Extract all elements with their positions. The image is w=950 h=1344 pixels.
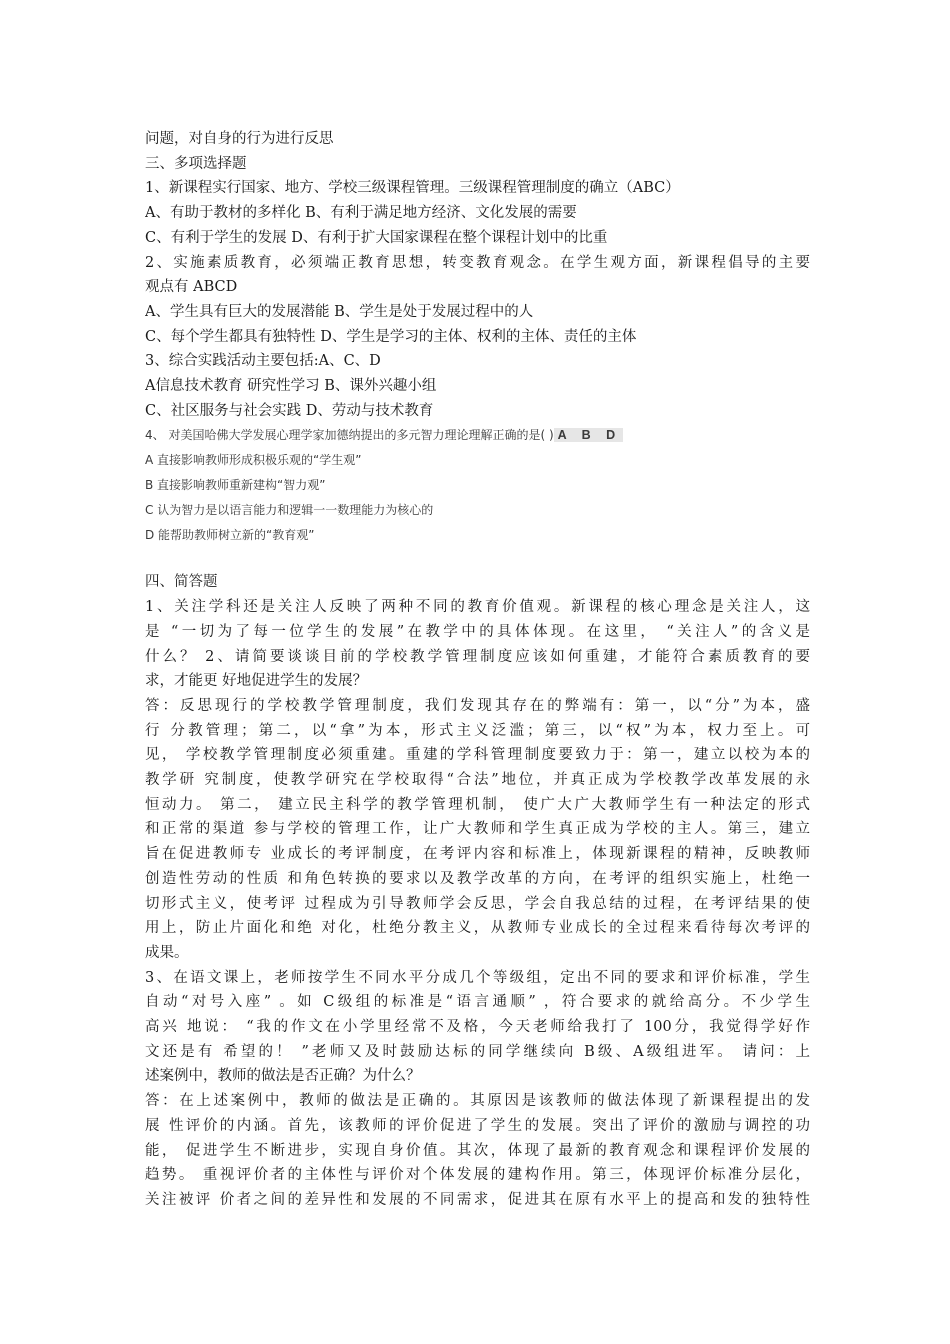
question-4-text: 4、 对美国哈佛大学发展心理学家加德纳提出的多元智力理论理解正确的是( ) <box>145 428 554 443</box>
section-multiple-choice <box>145 127 810 423</box>
question-2-options-cd: C、每个学生都具有独特性 D、学生是学习的主体、权利的主体、责任的主体 <box>145 328 637 345</box>
section-heading: 四、简答题 <box>145 574 218 591</box>
text-line: 能， 促进学生不断进步，实现自身价值。其次，体现了最新的教育观念和课程评价发展的 <box>145 1142 810 1159</box>
text-line: 答：在上述案例中，教师的做法是正确的。其原因是该教师的做法体现了新课程提出的发 <box>145 1093 810 1110</box>
text-line: 用上，防止片面化和绝 对化，杜绝分教主义，从教师专业成长的全过程来看待每次考评的 <box>145 920 810 937</box>
text-line: 创造性劳动的性质 和角色转换的要求以及教学改革的方向，在考评的组织实施上，杜绝一 <box>145 870 810 887</box>
text-line: 展 性评价的内涵。首先，该教师的评价促进了学生的发展。突出了评价的激励与调控的功 <box>145 1117 810 1134</box>
document-body <box>145 127 810 1213</box>
question-2-answer: 观点有 ABCD <box>145 279 238 296</box>
spacer <box>145 547 810 570</box>
text-line: 问题，对自身的行为进行反思 <box>145 131 334 147</box>
question-4-option-b: B 直接影响教师重新建构“智力观” <box>145 478 326 493</box>
text-line: 3、在语文课上，老师按学生不同水平分成几个等级组，定出不同的要求和评价标准，学生 <box>145 969 810 986</box>
text-line: 和正常的渠道 参与学校的管理工作，让广大教师和学生真正成为学校的主人。第三，建立 <box>145 821 810 838</box>
text-line: 旨在促进教师专 业成长的考评制度，在考评内容和标准上，体现新课程的精神，反映教师 <box>145 846 810 863</box>
question-4 <box>145 423 810 547</box>
question-3-options-cd: C、社区服务与社会实践 D、劳动与技术教育 <box>145 402 434 419</box>
text-line: 高兴 地说： “我的作文在小学里经常不及格，今天老师给我打了 100分，我觉得学好作 <box>145 1019 810 1036</box>
question-4-option-d: D 能帮助教师树立新的“教育观” <box>145 527 315 542</box>
section-heading: 三、多项选择题 <box>145 155 247 172</box>
text-line: 求，才能更 好地促进学生的发展？ <box>145 673 368 690</box>
question-4-answer: A B D <box>554 428 624 442</box>
question-1-options-cd: C、有利于学生的发展 D、有利于扩大国家课程在整个课程计划中的比重 <box>145 229 608 246</box>
text-line: 行 分教管理；第二，以“拿”为本，形式主义泛滥；第三，以“权”为本，权力至上。可 <box>145 722 810 739</box>
question-1: 1、新课程实行国家、地方、学校三级课程管理。三级课程管理制度的确立（ABC） <box>145 180 680 197</box>
text-line: 教学研 究制度，使教学研究在学校取得“合法”地位，并真正成为学校教学改革发展的永 <box>145 772 810 789</box>
question-4-stem <box>145 423 810 448</box>
text-line: 答：反思现行的学校教学管理制度，我们发现其存在的弊端有：第一，以“分”为本，盛 <box>145 697 810 714</box>
text-line: 恒动力。 第二， 建立民主科学的教学管理机制， 使广大广大教师学生有一种法定的形式 <box>145 796 810 813</box>
question-2-options-ab: A、学生具有巨大的发展潜能 B、学生是处于发展过程中的人 <box>145 303 534 320</box>
question-3-options-ab: A信息技术教育 研究性学习 B、课外兴趣小组 <box>145 378 437 395</box>
text-line: 关注被评 价者之间的差异性和发展的不同需求，促进其在原有水平上的提高和发的独特性 <box>145 1192 810 1208</box>
question-2: 2、实施素质教育，必须端正教育思想，转变教育观念。在学生观方面，新课程倡导的主要 <box>145 254 810 271</box>
text-line: 趋势。 重视评价者的主体性与评价对个体发展的建构作用。第三，体现评价标准分层化， <box>145 1167 810 1184</box>
text-line: 成果。 <box>145 944 189 961</box>
text-line: 见， 学校教学管理制度必须重建。重建的学科管理制度要致力于：第一，建立以校为本的 <box>145 747 810 764</box>
text-line: 是 “一切为了每一位学生的发展”在教学中的具体体现。在这里， “关注人”的含义是 <box>145 623 810 640</box>
section-short-answer <box>145 570 810 1212</box>
text-line: 切形式主义，使考评 过程成为引导教师学会反思，学会自我总结的过程，在考评结果的使 <box>145 895 810 912</box>
text-line: 什么？ 2、请简要谈谈目前的学校教学管理制度应该如何重建，才能符合素质教育的要 <box>145 648 810 665</box>
question-1-options-ab: A、有助于教材的多样化 B、有利于满足地方经济、文化发展的需要 <box>145 205 577 222</box>
text-line: 1、关注学科还是关注人反映了两种不同的教育价值观。新课程的核心理念是关注人，这 <box>145 599 810 616</box>
text-line: 述案例中，教师的做法是否正确？为什么？ <box>145 1068 421 1085</box>
text-line: 自动“对号入座” 。如 C级组的标准是“语言通顺” ，符合要求的就给高分。不少学生 <box>145 994 810 1011</box>
question-4-option-a: A 直接影响教师形成积极乐观的“学生观” <box>145 453 362 468</box>
question-3: 3、综合实践活动主要包括:A、C、D <box>145 353 381 370</box>
question-4-option-c: C 认为智力是以语言能力和逻辑一一数理能力为核心的 <box>145 502 434 517</box>
text-line: 文还是有 希望的！ ”老师又及时鼓励达标的同学继续向 B级、A级组进军。 请问：上 <box>145 1043 810 1060</box>
